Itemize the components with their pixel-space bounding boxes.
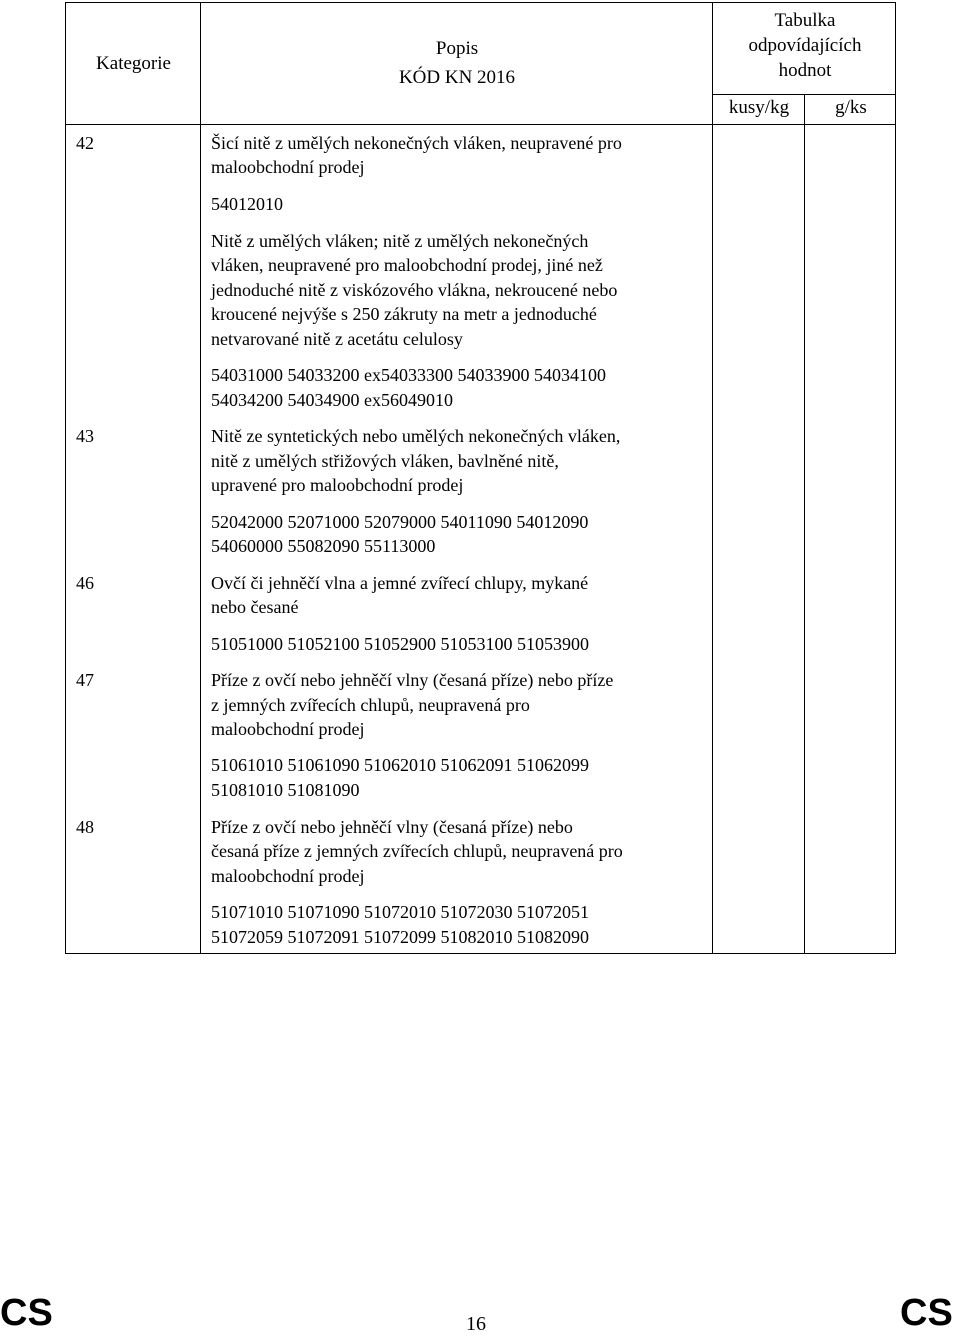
category-number: 48 [76, 817, 94, 837]
code-line: 51071010 51071090 51072010 51072030 51072051 [211, 902, 589, 922]
code-line: 54060000 55082090 55113000 [211, 536, 436, 556]
description-line: maloobchodní prodej [211, 719, 365, 739]
header-tabulka-line1: Tabulka [774, 10, 836, 31]
description-line: Nitě ze syntetických nebo umělých nekonečných vláken, [211, 426, 621, 446]
header-kod: KÓD KN 2016 [398, 67, 516, 88]
header-divider [65, 124, 896, 125]
table-border-bottom [65, 953, 896, 954]
description-line: Nitě z umělých vláken; nitě z umělých nekonečných [211, 231, 589, 251]
header-tabulka-line3: hodnot [778, 60, 832, 81]
description-line: z jemných zvířecích chlupů, neupravená pro [211, 695, 530, 715]
code-line: 54034200 54034900 ex56049010 [211, 390, 453, 410]
header-popis: Popis [435, 38, 479, 59]
code-line: 51061010 51061090 51062010 51062091 51062099 [211, 755, 589, 775]
code-line: 54031000 54033200 ex54033300 54033900 54034100 [211, 365, 606, 385]
category-number: 46 [76, 573, 94, 593]
description-line: vláken, neupravené pro maloobchodní prodej, jiné než [211, 255, 603, 275]
description-line: Příze z ovčí nebo jehněčí vlny (česaná příze) nebo [211, 817, 573, 837]
description-line: jednoduché nitě z viskózového vlákna, nekroucené nebo [211, 280, 618, 300]
table-border-right [895, 2, 896, 954]
code-line: 52042000 52071000 52079000 54011090 54012090 [211, 512, 589, 532]
table-border-left [65, 2, 66, 954]
description-line: kroucené nejvýše s 250 zákruty na metr a jednoduché [211, 304, 597, 324]
description-line: Šicí nitě z umělých nekonečných vláken, neupravené pro [211, 133, 622, 153]
code-line: 51072059 51072091 51072099 51082010 51082090 [211, 927, 589, 947]
description-line: Příze z ovčí nebo jehněčí vlny (česaná příze) nebo příze [211, 670, 614, 690]
column-divider-2 [712, 2, 713, 954]
description-line: maloobchodní prodej [211, 157, 365, 177]
header-tabulka-line2: odpovídajících [748, 35, 862, 56]
code-line: 54012010 [211, 194, 283, 214]
category-number: 42 [76, 133, 94, 153]
description-line: nebo česané [211, 597, 299, 617]
category-number: 43 [76, 426, 94, 446]
language-mark-left: CS [0, 1292, 53, 1334]
column-divider-3 [804, 94, 805, 954]
page-number: 16 [466, 1313, 486, 1335]
header-unit-gks: g/ks [835, 97, 867, 118]
description-line: upravené pro maloobchodní prodej [211, 475, 464, 495]
language-mark-right: CS [900, 1292, 953, 1334]
code-line: 51051000 51052100 51052900 51053100 51053900 [211, 634, 589, 654]
header-kategorie: Kategorie [96, 53, 171, 74]
code-line: 51081010 51081090 [211, 780, 360, 800]
description-line: Ovčí či jehněčí vlna a jemné zvířecí chlupy, mykané [211, 573, 589, 593]
description-line: maloobchodní prodej [211, 866, 365, 886]
description-line: česaná příze z jemných zvířecích chlupů, neupravená pro [211, 841, 623, 861]
column-divider-1 [200, 2, 201, 954]
description-line: netvarované nitě z acetátu celulosy [211, 329, 463, 349]
header-unit-kg: kusy/kg [728, 97, 790, 118]
category-number: 47 [76, 670, 94, 690]
table-border-top [65, 2, 896, 3]
description-line: nitě z umělých střižových vláken, bavlněné nitě, [211, 451, 559, 471]
